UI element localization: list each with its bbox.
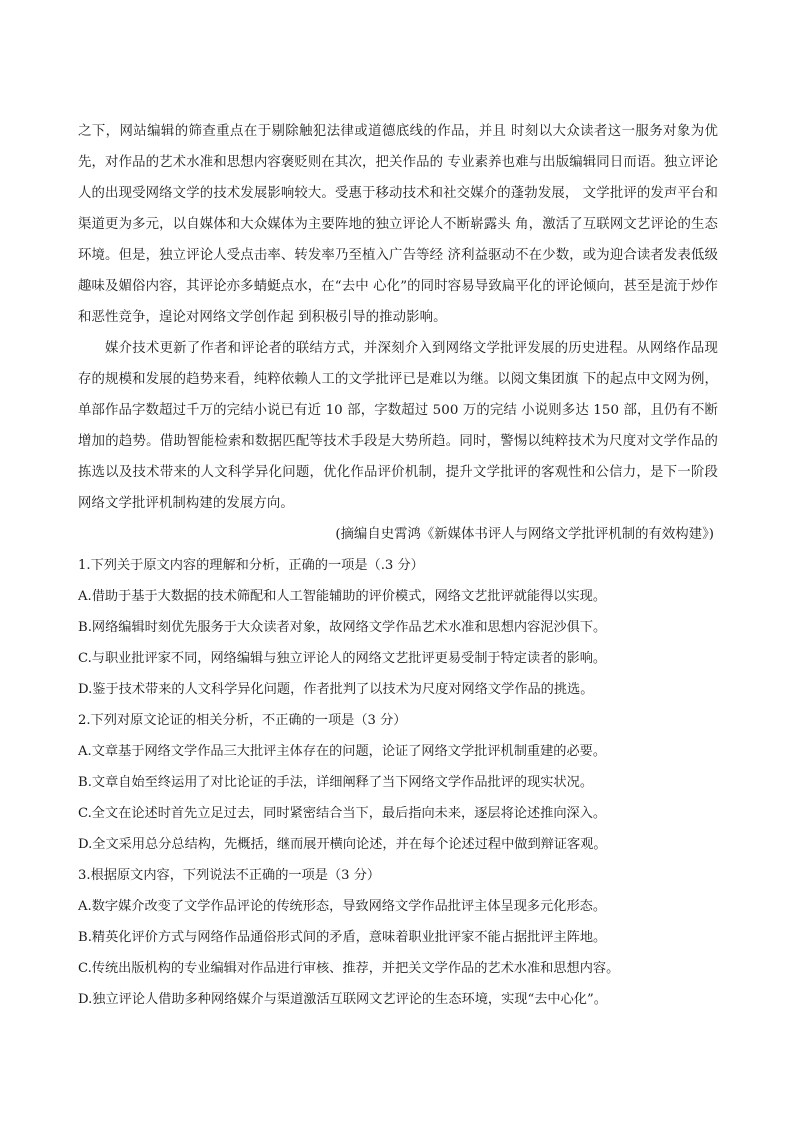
question-1: [78, 550, 718, 705]
option-c: C.与职业批评家不同，网络编辑与独立评论人的网络文艺批评更易受制于特定读者的影响。: [78, 651, 607, 666]
passage-paragraph-2: 媒介技术更新了作者和评论者的联结方式，并深刻介入到网络文学批评发展的历史进程。从网络作品现存的规模和发展的趋势来看，纯粹依赖人工的文学批评已是难以为继。以阅文集团旗 下的起点中文网为例，单部作品字数超过千万的完结小说已有近 10 部，字数超过 500 万的完结 小说则多达 150 部，且仍有不断增加的趋势。借助智能检索和数据匹配等技术手段是大势所趋。同时，警惕以纯粹技术为尺度对文学作品的拣选以及技术带来的人文科学异化问题，优化作品评价机制，提升文学批评的客观性和公信力，是下一阶段网络文学批评机制构建的发展方向。: [78, 341, 718, 511]
option-a: A.文章基于网络文学作品三大批评主体存在的问题，论证了网络文学批评机制重建的必要。: [78, 744, 607, 759]
option-c: C.传统出版机构的专业编辑对作品进行审核、推荐，并把关文学作品的艺术水准和思想内容。: [78, 961, 620, 976]
question-stem: 3.根据原文内容，下列说法不正确的一项是（3 分）: [78, 868, 381, 883]
option-c: C.全文在论述时首先立足过去，同时紧密结合当下，最后指向未来，逐层将论述推向深入。: [78, 806, 607, 821]
option-b: B.文章自始至终运用了对比论证的手法，详细阐释了当下网络文学作品批评的现实状况。: [78, 775, 594, 790]
document-page: [78, 116, 718, 1015]
option-d: D.全文采用总分总结构，先概括，继而展开横向论述，并在每个论述过程中做到辩证客观。: [78, 837, 607, 852]
option-a: A.数字媒介改变了文学作品评论的传统形态，导致网络文学作品批评主体呈现多元化形态。: [78, 899, 607, 914]
option-d: D.独立评论人借助多种网络媒介与渠道激活互联网文艺评论的生态环境，实现“去中心化”。: [78, 992, 607, 1007]
question-stem: 1.下列关于原文内容的理解和分析，正确的一项是（.3 分）: [78, 558, 424, 573]
passage-source: (摘编自史霄鸿《新媒体书评人与网络文学批评机制的有效构建》): [335, 527, 714, 542]
option-b: B.网络编辑时刻优先服务于大众读者对象，故网络文学作品艺术水准和思想内容泥沙俱下。: [78, 620, 607, 635]
question-stem: 2.下列对原文论证的相关分析，不正确的一项是（3 分）: [78, 713, 407, 728]
question-2: [78, 705, 718, 860]
passage-paragraph-1: 之下，网站编辑的筛查重点在于剔除触犯法律或道德底线的作品，并且 时刻以大众读者这一服务对象为优先，对作品的艺术水准和思想内容褒贬则在其次，把关作品的 专业素养也难与出版编辑同日而语。独立评论人的出现受网络文学的技术发展影响较大。受惠于移动技术和社交媒介的蓬勃发展， 文学批评的发声平台和渠道更为多元，以自媒体和大众媒体为主要阵地的独立评论人不断崭露头 角，激活了互联网文艺评论的生态环境。但是，独立评论人受点击率、转发率乃至植入广告等经 济利益驱动不在少数，或为迎合读者发表低级趣味及媚俗内容，其评论亦多蜻蜓点水，在“去中 心化”的同时容易导致扁平化的评论倾向，甚至是流于炒作和恶性竞争，遑论对网络文学创作起 到积极引导的推动影响。: [78, 124, 718, 325]
option-b: B.精英化评价方式与网络作品通俗形式间的矛盾，意味着职业批评家不能占据批评主阵地。: [78, 930, 607, 945]
question-3: [78, 860, 718, 1015]
option-a: A.借助于基于大数据的技术筛配和人工智能辅助的评价模式，网络文艺批评就能得以实现。: [78, 589, 607, 604]
option-d: D.鉴于技术带来的人文科学异化问题，作者批判了以技术为尺度对网络文学作品的挑选。: [78, 682, 594, 697]
